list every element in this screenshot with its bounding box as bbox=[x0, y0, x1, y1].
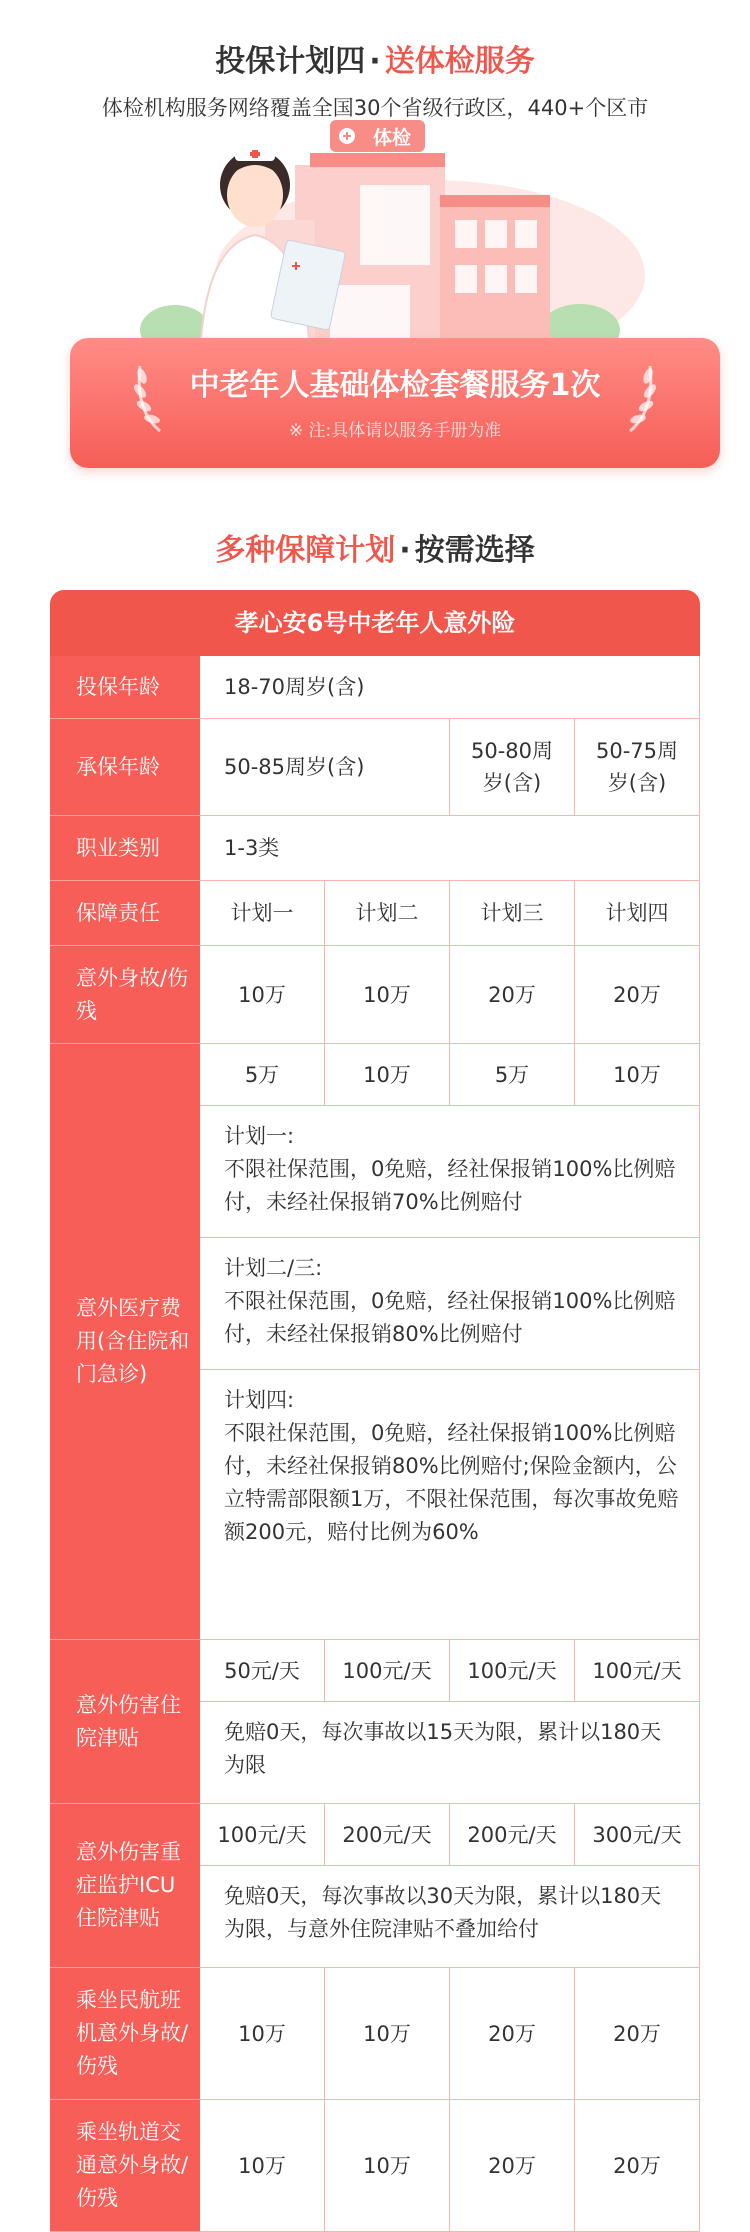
table-cell: 10万 bbox=[325, 1044, 450, 1106]
plan-header-3: 计划三 bbox=[450, 881, 575, 946]
hospital-desc bbox=[200, 1702, 700, 1804]
desc-text: 不限社保范围，0免赔，经社保报销100%比例赔付，未经社保报销80%比例赔付 bbox=[224, 1289, 676, 1346]
banner-note: ※ 注:具体请以服务手册为准 bbox=[288, 421, 502, 441]
table-cell: 50-80周岁(含) bbox=[450, 719, 575, 816]
icu-desc bbox=[200, 1866, 700, 1968]
table-cell: 100元/天 bbox=[450, 1640, 575, 1702]
table-cell: 10万 bbox=[200, 1968, 325, 2100]
table-cell: 20万 bbox=[575, 1968, 700, 2100]
title-main: 投保计划四 bbox=[215, 44, 366, 79]
table-cell: 1-3类 bbox=[200, 816, 700, 881]
sign-text: 体检 bbox=[372, 127, 412, 149]
section-title-plans bbox=[0, 525, 750, 569]
table-cell: 50-75周岁(含) bbox=[575, 719, 700, 816]
title-main: 按需选择 bbox=[414, 533, 535, 568]
table-cell: 50元/天 bbox=[200, 1640, 325, 1702]
desc-text: 不限社保范围，0免赔，经社保报销100%比例赔付，未经社保报销80%比例赔付;保险金额内，公立特需部限额1万，不限社保范围，每次事故免赔额200元，赔付比例为60% bbox=[224, 1421, 679, 1544]
table-cell: 200元/天 bbox=[450, 1804, 575, 1866]
table-cell: 100元/天 bbox=[575, 1640, 700, 1702]
table-cell: 10万 bbox=[325, 946, 450, 1044]
nurse-hospital-illustration bbox=[0, 125, 750, 350]
plan-header-1: 计划一 bbox=[200, 881, 325, 946]
desc-text: 免赔0天，每次事故以30天为限，累计以180天为限，与意外住院津贴不叠加给付 bbox=[224, 1884, 662, 1941]
table-cell: 20万 bbox=[450, 1968, 575, 2100]
section-title-checkup bbox=[0, 36, 750, 80]
row-label-flight: 乘坐民航班机意外身故/伤残 bbox=[50, 1968, 200, 2100]
table-header: 孝心安6号中老年人意外险 bbox=[50, 590, 700, 656]
desc-title: 计划一: bbox=[224, 1124, 295, 1148]
table-cell: 5万 bbox=[450, 1044, 575, 1106]
section-subtitle: 体检机构服务网络覆盖全国30个省级行政区，440+个区市 bbox=[101, 96, 649, 120]
title-highlight: 多种保障计划 bbox=[215, 533, 396, 568]
desc-title: 计划四: bbox=[224, 1388, 295, 1412]
desc-text: 不限社保范围，0免赔，经社保报销100%比例赔付，未经社保报销70%比例赔付 bbox=[224, 1157, 676, 1214]
title-dot: · bbox=[399, 533, 411, 568]
table-cell: 20万 bbox=[450, 946, 575, 1044]
table-cell: 100元/天 bbox=[200, 1804, 325, 1866]
table-cell: 200元/天 bbox=[325, 1804, 450, 1866]
row-label-death: 意外身故/伤残 bbox=[50, 946, 200, 1044]
row-label-occupation: 职业类别 bbox=[50, 816, 200, 881]
table-cell: 50-85周岁(含) bbox=[200, 719, 450, 816]
desc-title: 计划二/三: bbox=[224, 1256, 323, 1280]
plan-header-2: 计划二 bbox=[325, 881, 450, 946]
medical-desc-plan23 bbox=[200, 1238, 700, 1370]
table-cell: 100元/天 bbox=[325, 1640, 450, 1702]
table-cell: 20万 bbox=[575, 946, 700, 1044]
table-cell: 10万 bbox=[575, 1044, 700, 1106]
table-cell: 10万 bbox=[325, 1968, 450, 2100]
row-label-medical: 意外医疗费用(含住院和门急诊) bbox=[50, 1044, 200, 1640]
table-cell: 5万 bbox=[200, 1044, 325, 1106]
banner-title: 中老年人基础体检套餐服务1次 bbox=[189, 368, 601, 403]
checkup-banner bbox=[70, 338, 720, 468]
row-label-insure-age: 投保年龄 bbox=[50, 656, 200, 719]
table-cell: 18-70周岁(含) bbox=[200, 656, 700, 719]
row-label-hospital: 意外伤害住院津贴 bbox=[50, 1640, 200, 1804]
title-dot: · bbox=[369, 44, 381, 79]
table-cell: 10万 bbox=[325, 2100, 450, 2232]
plans-table bbox=[50, 590, 700, 2210]
table-cell: 20万 bbox=[575, 2100, 700, 2232]
row-label-icu: 意外伤害重症监护ICU住院津贴 bbox=[50, 1804, 200, 1968]
table-cell: 20万 bbox=[450, 2100, 575, 2232]
table-cell: 10万 bbox=[200, 2100, 325, 2232]
row-label-coverage: 保障责任 bbox=[50, 881, 200, 946]
table-cell: 300元/天 bbox=[575, 1804, 700, 1866]
row-label-rail: 乘坐轨道交通意外身故/伤残 bbox=[50, 2100, 200, 2232]
row-label-cover-age: 承保年龄 bbox=[50, 719, 200, 816]
medical-desc-plan1 bbox=[200, 1106, 700, 1238]
desc-text: 免赔0天，每次事故以15天为限，累计以180天为限 bbox=[224, 1720, 662, 1777]
plan-header-4: 计划四 bbox=[575, 881, 700, 946]
table-cell: 10万 bbox=[200, 946, 325, 1044]
title-highlight: 送体检服务 bbox=[384, 44, 535, 79]
medical-desc-plan4 bbox=[200, 1370, 700, 1640]
